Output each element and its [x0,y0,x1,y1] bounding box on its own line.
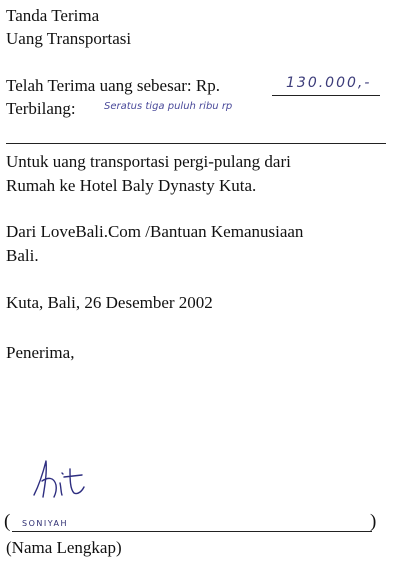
purpose-line-1: Untuk uang transportasi pergi-pulang dari [6,152,291,171]
from-line-1: Dari LoveBali.Com /Bantuan Kemanusiaan [6,222,304,241]
separator-line [6,143,386,144]
from-line-2: Bali. [6,246,39,265]
title-line-1: Tanda Terima [6,6,100,25]
signature-open-paren: ( [4,511,11,532]
amount-value-handwritten: 130.000,- [286,75,372,91]
signature-underline [12,531,372,532]
recipient-label: Penerima, [6,343,75,362]
place-date: Kuta, Bali, 26 Desember 2002 [6,293,213,312]
spelled-amount-label: Terbilang: [6,99,76,118]
signer-name-handwritten: SONIYAH [22,519,68,528]
spelled-amount-handwritten: Seratus tiga puluh ribu rp [104,101,233,112]
amount-underline [272,95,380,96]
signature-close-paren: ) [370,511,377,532]
purpose-line-2: Rumah ke Hotel Baly Dynasty Kuta. [6,176,257,195]
full-name-caption: (Nama Lengkap) [6,538,122,557]
signature-mark [30,455,100,505]
amount-label: Telah Terima uang sebesar: Rp. [6,76,220,95]
title-line-2: Uang Transportasi [6,29,132,48]
